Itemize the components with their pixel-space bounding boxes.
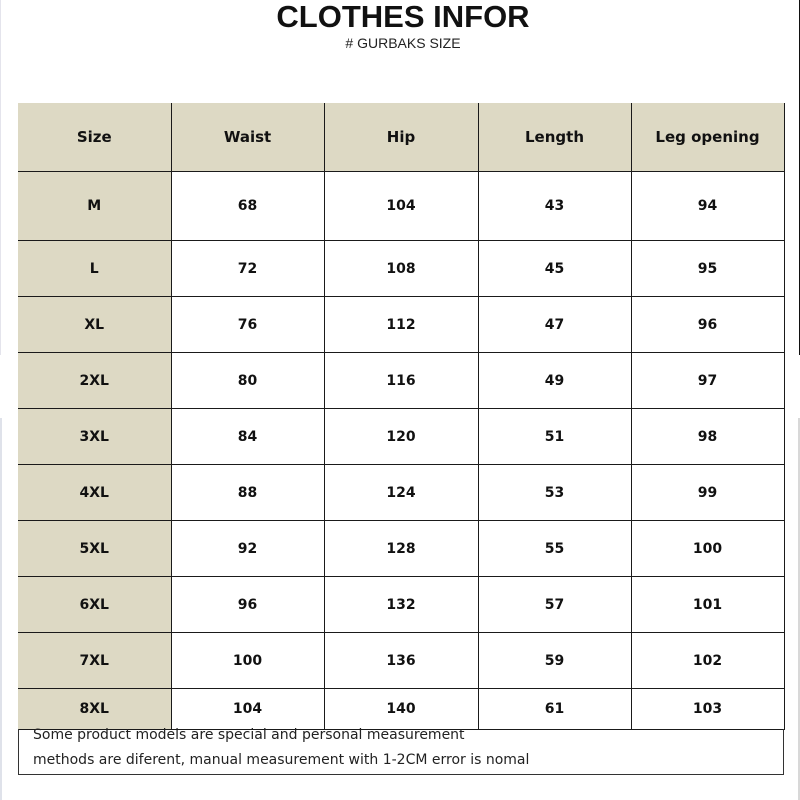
length-cell: 59 [478,633,631,689]
size-chart-table [18,103,785,730]
page-title: CLOTHES INFOR [276,0,530,34]
waist-cell: 88 [171,465,324,521]
table-row [18,297,784,353]
waist-cell: 68 [171,172,324,241]
waist-cell: 100 [171,633,324,689]
page-subtitle: # GURBAKS SIZE [345,35,461,51]
page-edge-left-lower [0,418,2,800]
size-cell: M [18,172,171,241]
length-cell: 47 [478,297,631,353]
length-cell: 45 [478,241,631,297]
length-cell: 57 [478,577,631,633]
page-edge-left [0,0,1,355]
waist-cell: 104 [171,689,324,730]
leg-opening-cell: 98 [631,409,784,465]
table-row [18,633,784,689]
hip-cell: 128 [324,521,478,577]
waist-cell: 92 [171,521,324,577]
length-cell: 49 [478,353,631,409]
table-row [18,465,784,521]
leg-opening-cell: 103 [631,689,784,730]
size-cell: 5XL [18,521,171,577]
hip-cell: 124 [324,465,478,521]
size-cell: XL [18,297,171,353]
leg-opening-cell: 100 [631,521,784,577]
column-header-waist: Waist [171,103,324,172]
size-cell: L [18,241,171,297]
size-cell: 6XL [18,577,171,633]
leg-opening-cell: 94 [631,172,784,241]
leg-opening-cell: 96 [631,297,784,353]
measurement-note [18,729,784,775]
leg-opening-cell: 97 [631,353,784,409]
note-line-2: methods are diferent, manual measurement with 1-2CM error is nomal [33,752,530,768]
table-row [18,689,784,730]
table-row [18,353,784,409]
leg-opening-cell: 101 [631,577,784,633]
table-row [18,521,784,577]
table-row [18,172,784,241]
size-cell: 3XL [18,409,171,465]
waist-cell: 80 [171,353,324,409]
size-cell: 7XL [18,633,171,689]
leg-opening-cell: 95 [631,241,784,297]
column-header-length: Length [478,103,631,172]
waist-cell: 72 [171,241,324,297]
hip-cell: 120 [324,409,478,465]
table-row [18,577,784,633]
waist-cell: 96 [171,577,324,633]
size-cell: 2XL [18,353,171,409]
note-line-1: Some product models are special and personal measurement [33,727,465,743]
column-header-size: Size [18,103,171,172]
hip-cell: 116 [324,353,478,409]
length-cell: 53 [478,465,631,521]
waist-cell: 76 [171,297,324,353]
hip-cell: 132 [324,577,478,633]
table-header-row [18,103,784,172]
leg-opening-cell: 99 [631,465,784,521]
length-cell: 51 [478,409,631,465]
size-cell: 4XL [18,465,171,521]
table-row [18,409,784,465]
column-header-leg-opening: Leg opening [631,103,784,172]
hip-cell: 140 [324,689,478,730]
length-cell: 61 [478,689,631,730]
length-cell: 55 [478,521,631,577]
leg-opening-cell: 102 [631,633,784,689]
size-cell: 8XL [18,689,171,730]
column-header-hip: Hip [324,103,478,172]
hip-cell: 112 [324,297,478,353]
hip-cell: 136 [324,633,478,689]
length-cell: 43 [478,172,631,241]
table-row [18,241,784,297]
hip-cell: 108 [324,241,478,297]
hip-cell: 104 [324,172,478,241]
waist-cell: 84 [171,409,324,465]
